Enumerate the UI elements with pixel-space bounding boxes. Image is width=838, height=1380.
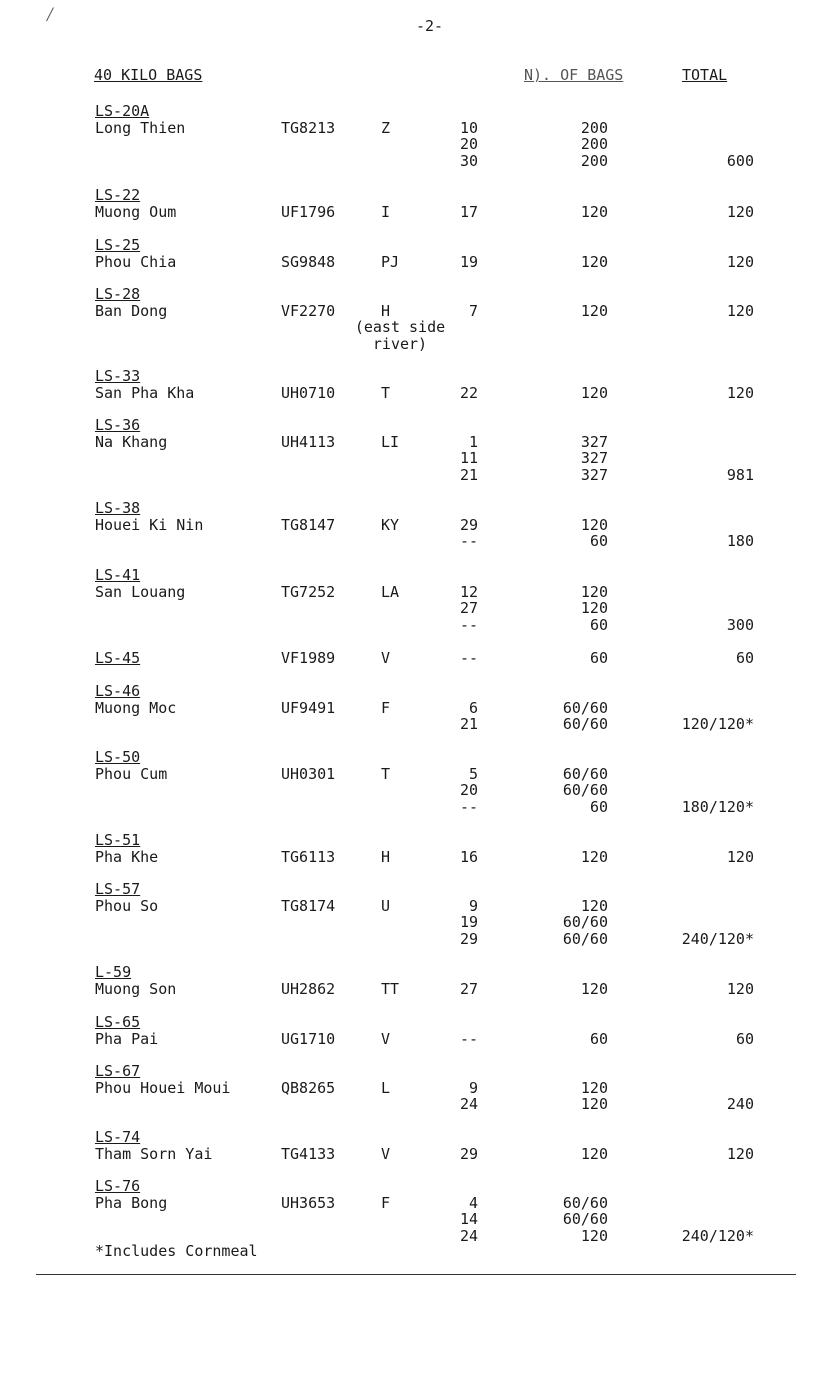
drop-days [440, 1080, 478, 1113]
bag-counts [550, 700, 608, 733]
grid-reference: VF1989 [281, 649, 336, 667]
grid-reference: TG8213 [281, 118, 336, 137]
grid-reference: UH2862 [281, 979, 336, 998]
header-no-of-bags: N). OF BAGS [524, 66, 624, 84]
site-code: LS-41 [95, 566, 141, 584]
bag-count: 60/60 [562, 764, 608, 783]
bag-counts [550, 898, 608, 948]
row-total: 600 [726, 151, 754, 170]
row-total: 180 [726, 532, 754, 550]
drop-days [440, 584, 478, 634]
grid-reference: TG8147 [281, 515, 336, 534]
site-code: LS-38 [95, 499, 141, 517]
drop-day: 29 [459, 1144, 478, 1163]
site-name: Phou So [95, 896, 159, 915]
bag-count: 120 [580, 896, 608, 915]
site-type: V [381, 1029, 391, 1048]
drop-day: 24 [459, 1226, 478, 1245]
site-type: H [381, 301, 391, 320]
drop-days [440, 1031, 478, 1048]
drop-day: 19 [459, 913, 478, 931]
bag-count: 120 [580, 582, 608, 601]
drop-day: 29 [459, 515, 478, 534]
bag-count: 60 [589, 1029, 608, 1048]
site-name: Pha Bong [95, 1193, 168, 1212]
bag-count: 327 [580, 449, 608, 467]
bag-counts [550, 385, 608, 402]
drop-days [440, 1146, 478, 1163]
site-code: LS-50 [95, 748, 141, 766]
drop-day: 17 [459, 202, 478, 221]
drop-days [440, 120, 478, 170]
drop-day: 20 [459, 135, 478, 153]
bag-counts [550, 303, 608, 320]
drop-days [440, 766, 478, 816]
bag-count: 60 [589, 532, 608, 550]
row-total: 120 [726, 383, 754, 402]
drop-day: 9 [468, 896, 478, 915]
drop-day: 9 [468, 1078, 478, 1097]
site-name: San Louang [95, 582, 186, 601]
bag-count: 120 [580, 252, 608, 271]
bag-count: 60 [589, 615, 608, 634]
drop-days [440, 385, 478, 402]
bag-count: 327 [580, 465, 608, 484]
grid-reference: UH0301 [281, 764, 336, 783]
drop-day: 5 [468, 764, 478, 783]
site-name: Ban Dong [95, 301, 168, 320]
row-total: 120 [726, 202, 754, 221]
drop-day: -- [459, 532, 478, 550]
site-type: U [381, 896, 391, 915]
bag-count: 60/60 [562, 929, 608, 948]
drop-days [440, 650, 478, 667]
site-code: LS-67 [95, 1062, 141, 1080]
drop-days [440, 303, 478, 320]
drop-days [440, 254, 478, 271]
drop-day: 24 [459, 1095, 478, 1113]
site-name: Phou Cum [95, 764, 168, 783]
site-code: LS-57 [95, 880, 141, 898]
bag-counts [550, 254, 608, 271]
pen-mark: ⁄ [44, 2, 57, 26]
drop-day: 10 [459, 118, 478, 137]
header-total: TOTAL [682, 66, 728, 84]
bag-counts [550, 849, 608, 866]
grid-reference: UF9491 [281, 698, 336, 717]
bag-count: 120 [580, 515, 608, 534]
drop-day: 20 [459, 781, 478, 799]
drop-day: 19 [459, 252, 478, 271]
site-type: LA [381, 582, 400, 601]
site-note: (east side river) [354, 318, 446, 353]
drop-day: 11 [459, 449, 478, 467]
drop-day: -- [459, 1029, 478, 1048]
row-total: 120 [726, 301, 754, 320]
drop-day: 29 [459, 929, 478, 948]
site-type: PJ [381, 252, 400, 271]
drop-days [440, 517, 478, 550]
site-name: Houei Ki Nin [95, 515, 204, 534]
site-code: L-59 [95, 963, 132, 981]
row-total: 240/120* [681, 1226, 754, 1245]
drop-day: 16 [459, 847, 478, 866]
bag-counts [550, 517, 608, 550]
site-code: LS-76 [95, 1177, 141, 1195]
site-code: LS-28 [95, 285, 141, 303]
grid-reference: UF1796 [281, 202, 336, 221]
drop-days [440, 204, 478, 221]
grid-reference: TG4133 [281, 1144, 336, 1163]
bag-count: 60/60 [562, 781, 608, 799]
site-type: T [381, 764, 391, 783]
page-number: -2- [416, 17, 444, 35]
drop-day: 1 [468, 432, 478, 451]
bag-counts [550, 584, 608, 634]
bag-count: 120 [580, 847, 608, 866]
row-total: 240/120* [681, 929, 754, 948]
bag-count: 327 [580, 432, 608, 451]
site-name: San Pha Kha [95, 383, 195, 402]
site-code: LS-25 [95, 236, 141, 254]
drop-day: 14 [459, 1210, 478, 1228]
bag-count: 120 [580, 1078, 608, 1097]
drop-days [440, 849, 478, 866]
bag-counts [550, 981, 608, 998]
site-type: LI [381, 432, 400, 451]
row-total: 981 [726, 465, 754, 484]
drop-day: 30 [459, 151, 478, 170]
site-type: H [381, 847, 391, 866]
bag-count: 120 [580, 1226, 608, 1245]
bag-count: 120 [580, 599, 608, 617]
site-code: LS-65 [95, 1013, 141, 1031]
bag-count: 120 [580, 1144, 608, 1163]
site-code: LS-33 [95, 367, 141, 385]
bag-count: 120 [580, 383, 608, 402]
drop-days [440, 1195, 478, 1245]
drop-day: 12 [459, 582, 478, 601]
bag-counts [550, 1080, 608, 1113]
site-type: KY [381, 515, 400, 534]
bag-count: 120 [580, 301, 608, 320]
site-type: T [381, 383, 391, 402]
site-type: Z [381, 118, 391, 137]
site-name: Long Thien [95, 118, 186, 137]
drop-day: 6 [468, 698, 478, 717]
bag-count: 200 [580, 151, 608, 170]
site-name: Phou Chia [95, 252, 177, 271]
bag-count: 60 [589, 797, 608, 816]
row-total: 60 [735, 1029, 754, 1048]
site-type: F [381, 698, 391, 717]
grid-reference: TG6113 [281, 847, 336, 866]
bag-count: 60 [589, 649, 608, 667]
site-type: V [381, 1144, 391, 1163]
row-total: 120/120* [681, 715, 754, 733]
grid-reference: UG1710 [281, 1029, 336, 1048]
row-total: 120 [726, 1144, 754, 1163]
site-name: Muong Oum [95, 202, 177, 221]
bag-count: 120 [580, 1095, 608, 1113]
grid-reference: TG7252 [281, 582, 336, 601]
bag-count: 120 [580, 202, 608, 221]
row-total: 120 [726, 979, 754, 998]
site-type: TT [381, 979, 400, 998]
drop-day: 22 [459, 383, 478, 402]
site-type: V [381, 649, 391, 667]
grid-reference: SG9848 [281, 252, 336, 271]
bag-counts [550, 1031, 608, 1048]
row-total: 120 [726, 847, 754, 866]
bag-count: 60/60 [562, 913, 608, 931]
site-code: LS-74 [95, 1128, 141, 1146]
site-name: Phou Houei Moui [95, 1078, 231, 1097]
bag-counts [550, 120, 608, 170]
site-code: LS-22 [95, 186, 141, 204]
drop-day: -- [459, 615, 478, 634]
bag-counts [550, 204, 608, 221]
bottom-rule [36, 1274, 796, 1275]
row-total: 300 [726, 615, 754, 634]
site-code: LS-46 [95, 682, 141, 700]
bag-count: 60/60 [562, 1193, 608, 1212]
bag-count: 200 [580, 118, 608, 137]
bag-counts [550, 650, 608, 667]
grid-reference: QB8265 [281, 1078, 336, 1097]
drop-day: 27 [459, 979, 478, 998]
site-type: L [381, 1078, 391, 1097]
bag-counts [550, 766, 608, 816]
drop-day: -- [459, 797, 478, 816]
grid-reference: VF2270 [281, 301, 336, 320]
grid-reference: UH4113 [281, 432, 336, 451]
header-kilo-bags: 40 KILO BAGS [94, 66, 203, 84]
site-name: Pha Pai [95, 1029, 159, 1048]
site-code: LS-45 [95, 649, 141, 667]
drop-days [440, 434, 478, 484]
bag-counts [550, 1195, 608, 1245]
row-total: 180/120* [681, 797, 754, 816]
drop-days [440, 700, 478, 733]
site-type: I [381, 202, 391, 221]
row-total: 240 [726, 1095, 754, 1113]
drop-day: 27 [459, 599, 478, 617]
site-name: Muong Son [95, 979, 177, 998]
row-total: 120 [726, 252, 754, 271]
bag-count: 60/60 [562, 715, 608, 733]
footnote: *Includes Cornmeal [95, 1242, 258, 1260]
bag-count: 120 [580, 979, 608, 998]
drop-day: 7 [468, 301, 478, 320]
bag-count: 60/60 [562, 698, 608, 717]
bag-counts [550, 1146, 608, 1163]
site-code: LS-36 [95, 416, 141, 434]
drop-day: 21 [459, 715, 478, 733]
grid-reference: TG8174 [281, 896, 336, 915]
site-name: Tham Sorn Yai [95, 1144, 213, 1163]
site-name: Muong Moc [95, 698, 177, 717]
drop-day: 4 [468, 1193, 478, 1212]
bag-count: 200 [580, 135, 608, 153]
drop-day: -- [459, 649, 478, 667]
drop-days [440, 981, 478, 998]
bag-counts [550, 434, 608, 484]
site-name: Na Khang [95, 432, 168, 451]
site-code: LS-20A [95, 102, 150, 120]
grid-reference: UH0710 [281, 383, 336, 402]
drop-days [440, 898, 478, 948]
site-code: LS-51 [95, 831, 141, 849]
drop-day: 21 [459, 465, 478, 484]
site-type: F [381, 1193, 391, 1212]
grid-reference: UH3653 [281, 1193, 336, 1212]
bag-count: 60/60 [562, 1210, 608, 1228]
row-total: 60 [735, 649, 754, 667]
site-name: Pha Khe [95, 847, 159, 866]
